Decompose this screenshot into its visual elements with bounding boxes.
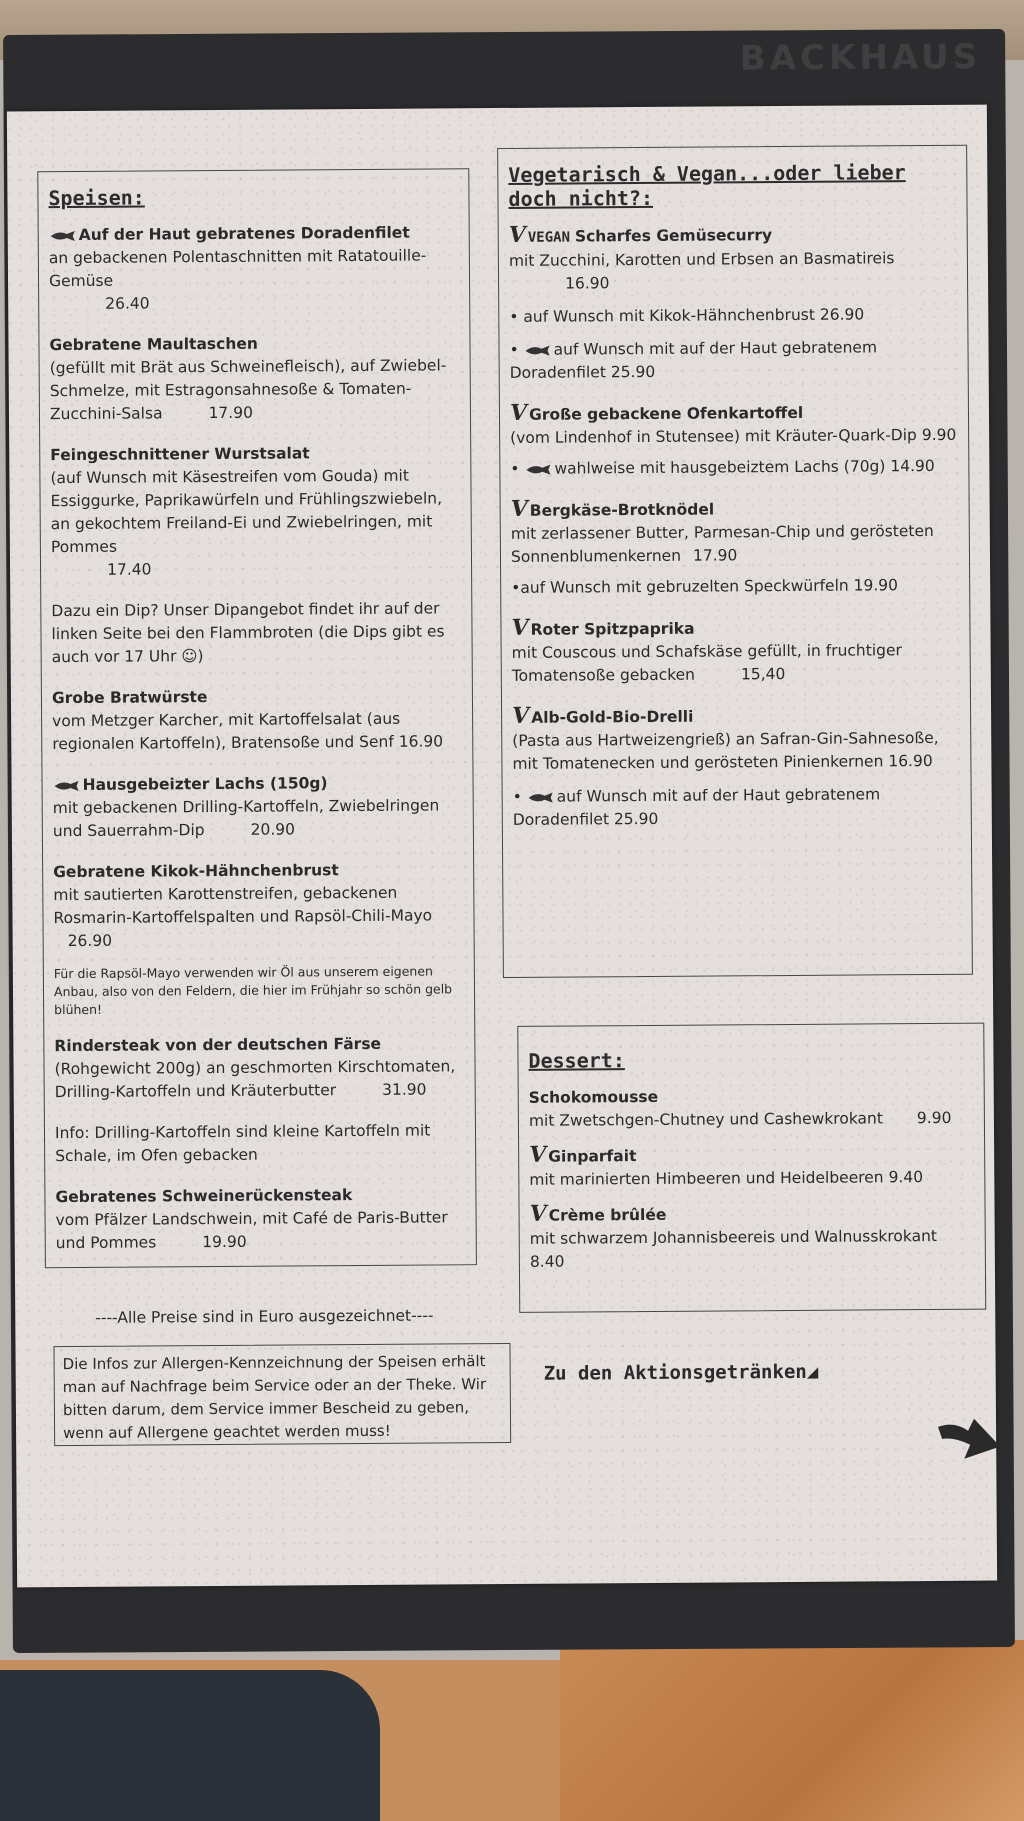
allergen-note-box bbox=[53, 1343, 511, 1446]
speisen-title: Speisen: bbox=[48, 185, 145, 211]
rapsoel-note: Für die Rapsöl-Mayo verwenden wir Öl aus unserem eigenen Anbau, also von den Feldern, die hier im Frühjahr so schön gelb blühen! bbox=[53, 963, 453, 1018]
dessert-title: Dessert: bbox=[528, 1048, 625, 1073]
menu-item: Grobe Bratwürste vom Metzger Karcher, mit Kartoffelsalat (aus regionalen Kartoffeln), Bratensoße und Senf 16.90 bbox=[51, 688, 444, 754]
clipboard-label: BACKHAUS bbox=[739, 37, 982, 79]
arrow-right-icon bbox=[934, 1413, 1004, 1463]
vegetarian-icon: V bbox=[509, 614, 531, 641]
vegetarian-icon: V bbox=[527, 1200, 549, 1227]
vegetarian-vegan-section bbox=[497, 145, 973, 978]
fish-icon bbox=[524, 344, 552, 356]
vegetarian-icon: V bbox=[508, 495, 530, 522]
vegetarian-icon: V bbox=[526, 1141, 549, 1168]
drilling-info-note: Info: Drilling-Kartoffeln sind kleine Kartoffeln mit Schale, im Ofen gebacken bbox=[54, 1121, 431, 1166]
menu-item: Gebratene Kikok-Hähnchenbrust mit sautierten Karottenstreifen, gebackenen Rosmarin-Kartoffelspalten und Rapsöl-Chili-Mayo26.90 bbox=[53, 861, 433, 951]
vegetarian-icon: V bbox=[507, 399, 530, 426]
person-knee bbox=[0, 1670, 380, 1821]
arrow-down-right-icon: ◢ bbox=[806, 1360, 819, 1383]
menu-item: Auf der Haut gebratenes Doradenfilet an gebackenen Polentaschnitten mit Ratatouille-Gemüse 26.40 bbox=[48, 223, 427, 313]
menu-item: VGroße gebackene Ofenkartoffel (vom Lindenhof in Stutensee) mit Kräuter-Quark-Dip 9.90 • wahlweise mit hausgebeiztem Lachs (70g) 14.90 bbox=[507, 399, 957, 478]
dip-note: Dazu ein Dip? Unser Dipangebot findet ihr auf der linken Seite bei den Flammbroten (die Dips gibt es auch vor 17 Uhr ☺) bbox=[51, 599, 445, 667]
menu-item: Hausgebeizter Lachs (150g) mit gebackenen Drilling-Kartoffeln, Zwiebelringen und Sauerrahm-Dip 20.90 bbox=[52, 774, 440, 841]
menu-sheet bbox=[7, 105, 997, 1588]
vegan-tag: VEGAN bbox=[527, 229, 571, 246]
fish-icon bbox=[527, 791, 555, 803]
menu-item: Schokomousse mit Zwetschgen-Chutney und Cashewkrokant 9.90 bbox=[528, 1087, 952, 1130]
veg-title: Vegetarisch & Vegan...oder lieber doch nicht?: bbox=[508, 160, 906, 211]
allergen-note: Die Infos zur Allergen-Kennzeichnung der Speisen erhält man auf Nachfrage beim Service oder an der Theke. Wir bitten darum, dem Service immer Bescheid zu geben, wenn auf Allergene geachtet werden muss! bbox=[62, 1352, 487, 1443]
vegetarian-icon: V bbox=[509, 702, 532, 729]
menu-item: VVEGAN Scharfes Gemüsecurry mit Zucchini, Karotten und Erbsen an Basmatireis 16.90 • auf Wunsch mit Kikok-Hähnchenbrust 26.90 • auf Wunsch mit auf der Haut gebratenem Doradenfilet 25.90 bbox=[506, 221, 895, 382]
fish-icon bbox=[524, 463, 552, 475]
speisen-section bbox=[37, 168, 477, 1268]
menu-item: Rindersteak von der deutschen Färse (Rohgewicht 200g) an geschmorten Kirschtomaten, Drilling-Kartoffeln und Kräuterbutter 31.90 bbox=[54, 1034, 456, 1102]
menu-item: Gebratenes Schweinerückensteak vom Pfälzer Landschwein, mit Café de Paris-Butter und Pommes 19.90 bbox=[55, 1186, 448, 1253]
prices-note: ----Alle Preise sind in Euro ausgezeichnet---- bbox=[95, 1306, 434, 1327]
vegetarian-icon: V bbox=[506, 221, 529, 248]
menu-item: VBergkäse-Brotknödel mit zerlassener Butter, Parmesan-Chip und gerösteten Sonnenblumenkernen 17.90 •auf Wunsch mit gebruzelten Speckwürfeln 19.90 bbox=[508, 495, 934, 597]
fish-icon bbox=[53, 779, 81, 791]
dessert-section bbox=[517, 1023, 986, 1313]
menu-item: VCrème brûlée mit schwarzem Johannisbeereis und Walnusskrokant 8.40 bbox=[527, 1200, 938, 1271]
menu-item: VAlb-Gold-Bio-Drelli (Pasta aus Hartweizengrieß) an Safran-Gin-Sahnesoße, mit Tomatenecken und gerösteten Pinienkernen 16.90 • auf Wunsch mit auf der Haut gebratenem Doradenfilet 25.90 bbox=[509, 702, 939, 829]
promo-drinks-link[interactable]: Zu den Aktionsgetränken◢ bbox=[543, 1360, 819, 1385]
menu-item: Feingeschnittener Wurstsalat (auf Wunsch mit Käsestreifen vom Gouda) mit Essiggurke, Paprikawürfeln und Frühlingszwiebeln, an gekochtem Freiland-Ei und Zwiebelringen, mit Pommes 17.40 bbox=[50, 444, 443, 579]
fish-icon bbox=[49, 229, 77, 241]
table-background-bottom bbox=[560, 1640, 1024, 1821]
menu-item: Gebratene Maultaschen (gefüllt mit Brät aus Schweinefleisch), auf Zwiebel-Schmelze, mit Estragonsahnesoße & Tomaten-Zucchini-Salsa 17.90 bbox=[49, 334, 447, 424]
menu-item: VRoter Spitzpaprika mit Couscous und Schafskäse gefüllt, in fruchtiger Tomatensoße gebacken 15,40 bbox=[509, 614, 902, 685]
menu-item: VGinparfait mit marinierten Himbeeren und Heidelbeeren 9.40 bbox=[526, 1141, 924, 1189]
